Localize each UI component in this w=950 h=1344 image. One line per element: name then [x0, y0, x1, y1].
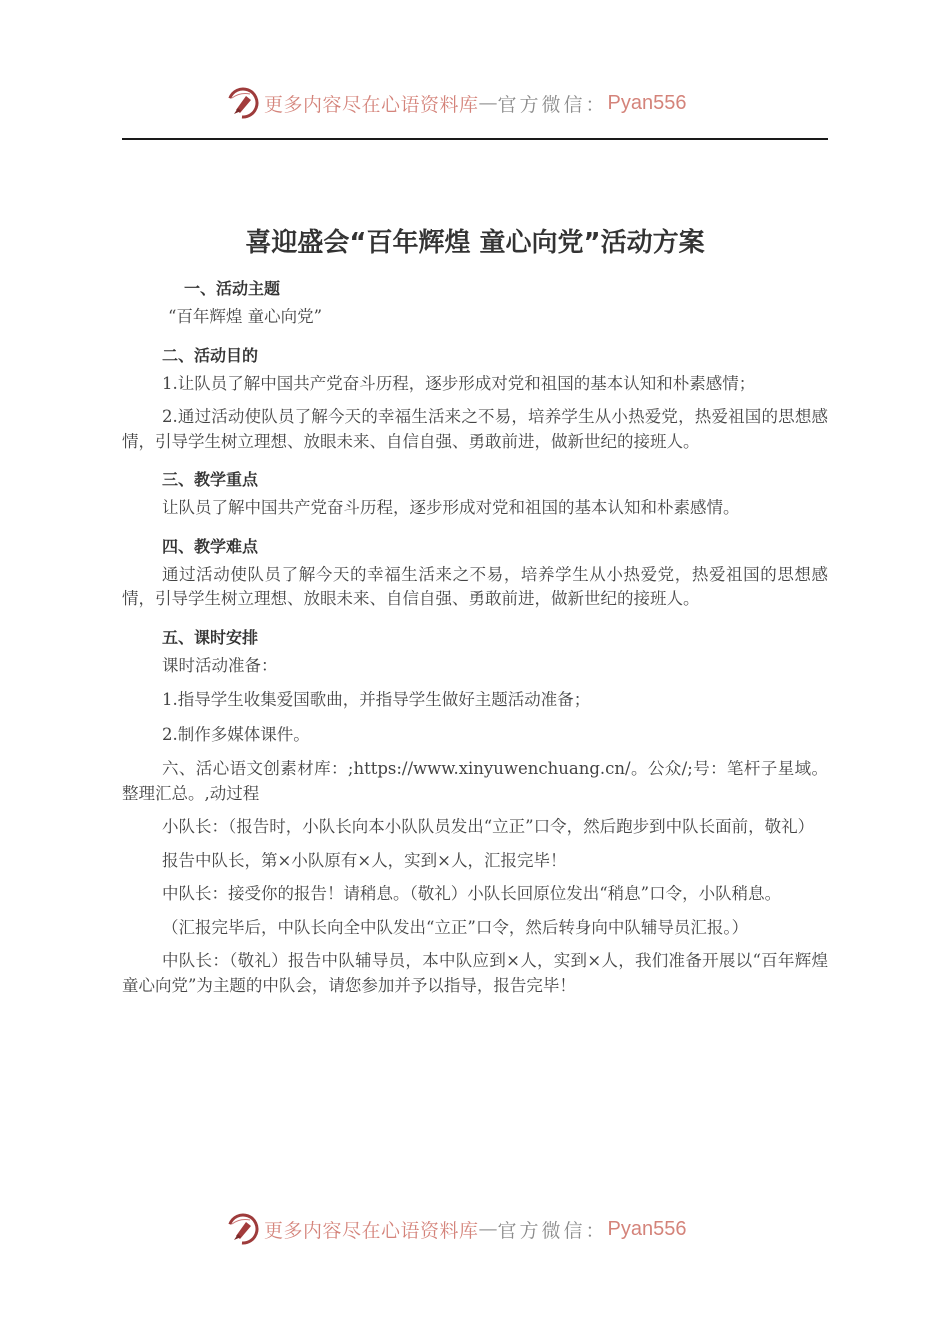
section-heading: 四、教学难点 — [162, 536, 259, 556]
paragraph: 报告中队长，第×小队原有×人，实到×人，汇报完毕！ — [162, 850, 567, 870]
pen-nib-logo-icon — [226, 1212, 260, 1246]
banner-dash: — — [478, 1218, 498, 1240]
paragraph: 2.制作多媒体课件。 — [162, 724, 310, 744]
pen-nib-logo-icon — [226, 86, 260, 120]
banner-wechat-label: 官方微信： — [497, 93, 608, 116]
section-heading: 五、课时安排 — [162, 627, 259, 647]
paragraph: 1.指导学生收集爱国歌曲，并指导学生做好主题活动准备； — [162, 690, 591, 709]
paragraph: （汇报完毕后，中队长向全中队发出“立正”口令，然后转身向中队辅导员汇报。） — [162, 917, 749, 937]
banner-wechat-label: 官方微信： — [497, 1219, 608, 1242]
footer-banner — [226, 1209, 726, 1249]
banner-slogan: 更多内容尽在心语资料库 — [264, 93, 479, 116]
paragraph: 中队长：接受你的报告！请稍息。（敬礼）小队长回原位发出“稍息”口令，小队稍息。 — [162, 884, 782, 903]
header-banner — [226, 83, 726, 123]
document-title: 喜迎盛会“百年辉煌 童心向党”活动方案 — [245, 228, 705, 258]
paragraph: 通过活动使队员了解今天的幸福生活来之不易，培养学生从小热爱党，热爱祖国的思想感情，引导学生树立理想、放眼未来、自信自强、勇敢前进，做新世纪的接班人。 — [122, 564, 828, 608]
paragraph: 小队长：（报告时，小队长向本小队队员发出“立正”口令，然后跑步到中队长面前，敬礼） — [162, 817, 815, 836]
paragraph: “百年辉煌 童心向党” — [168, 307, 323, 326]
paragraph: 2.通过活动使队员了解今天的幸福生活来之不易，培养学生从小热爱党，热爱祖国的思想感情，引导学生树立理想、放眼未来、自信自强、勇敢前进，做新世纪的接班人。 — [122, 407, 828, 451]
banner-wechat-id: Pyan556 — [607, 1217, 687, 1240]
banner-wechat-id: Pyan556 — [607, 91, 687, 114]
document-body — [122, 272, 828, 1007]
paragraph: 1.让队员了解中国共产党奋斗历程，逐步形成对党和祖国的基本认知和朴素感情； — [162, 373, 756, 393]
banner-dash: — — [478, 92, 498, 114]
paragraph: 让队员了解中国共产党奋斗历程，逐步形成对党和祖国的基本认知和朴素感情。 — [162, 498, 740, 517]
section-heading: 一、活动主题 — [184, 279, 281, 298]
header-divider — [122, 138, 828, 140]
banner-slogan: 更多内容尽在心语资料库 — [264, 1219, 479, 1242]
section-heading: 二、活动目的 — [162, 345, 259, 365]
section-heading: 三、教学重点 — [162, 470, 259, 489]
paragraph: 六、活心语文创素材库：;https://www.xinyuwenchuang.cn/。公众/;号：笔杆子星域。整理汇总。,动过程 — [122, 759, 828, 803]
paragraph: 课时活动准备： — [162, 655, 278, 675]
paragraph: 中队长：（敬礼）报告中队辅导员，本中队应到×人，实到×人，我们准备开展以“百年辉煌 童心向党”为主题的中队会，请您参加并予以指导，报告完毕！ — [122, 951, 828, 995]
